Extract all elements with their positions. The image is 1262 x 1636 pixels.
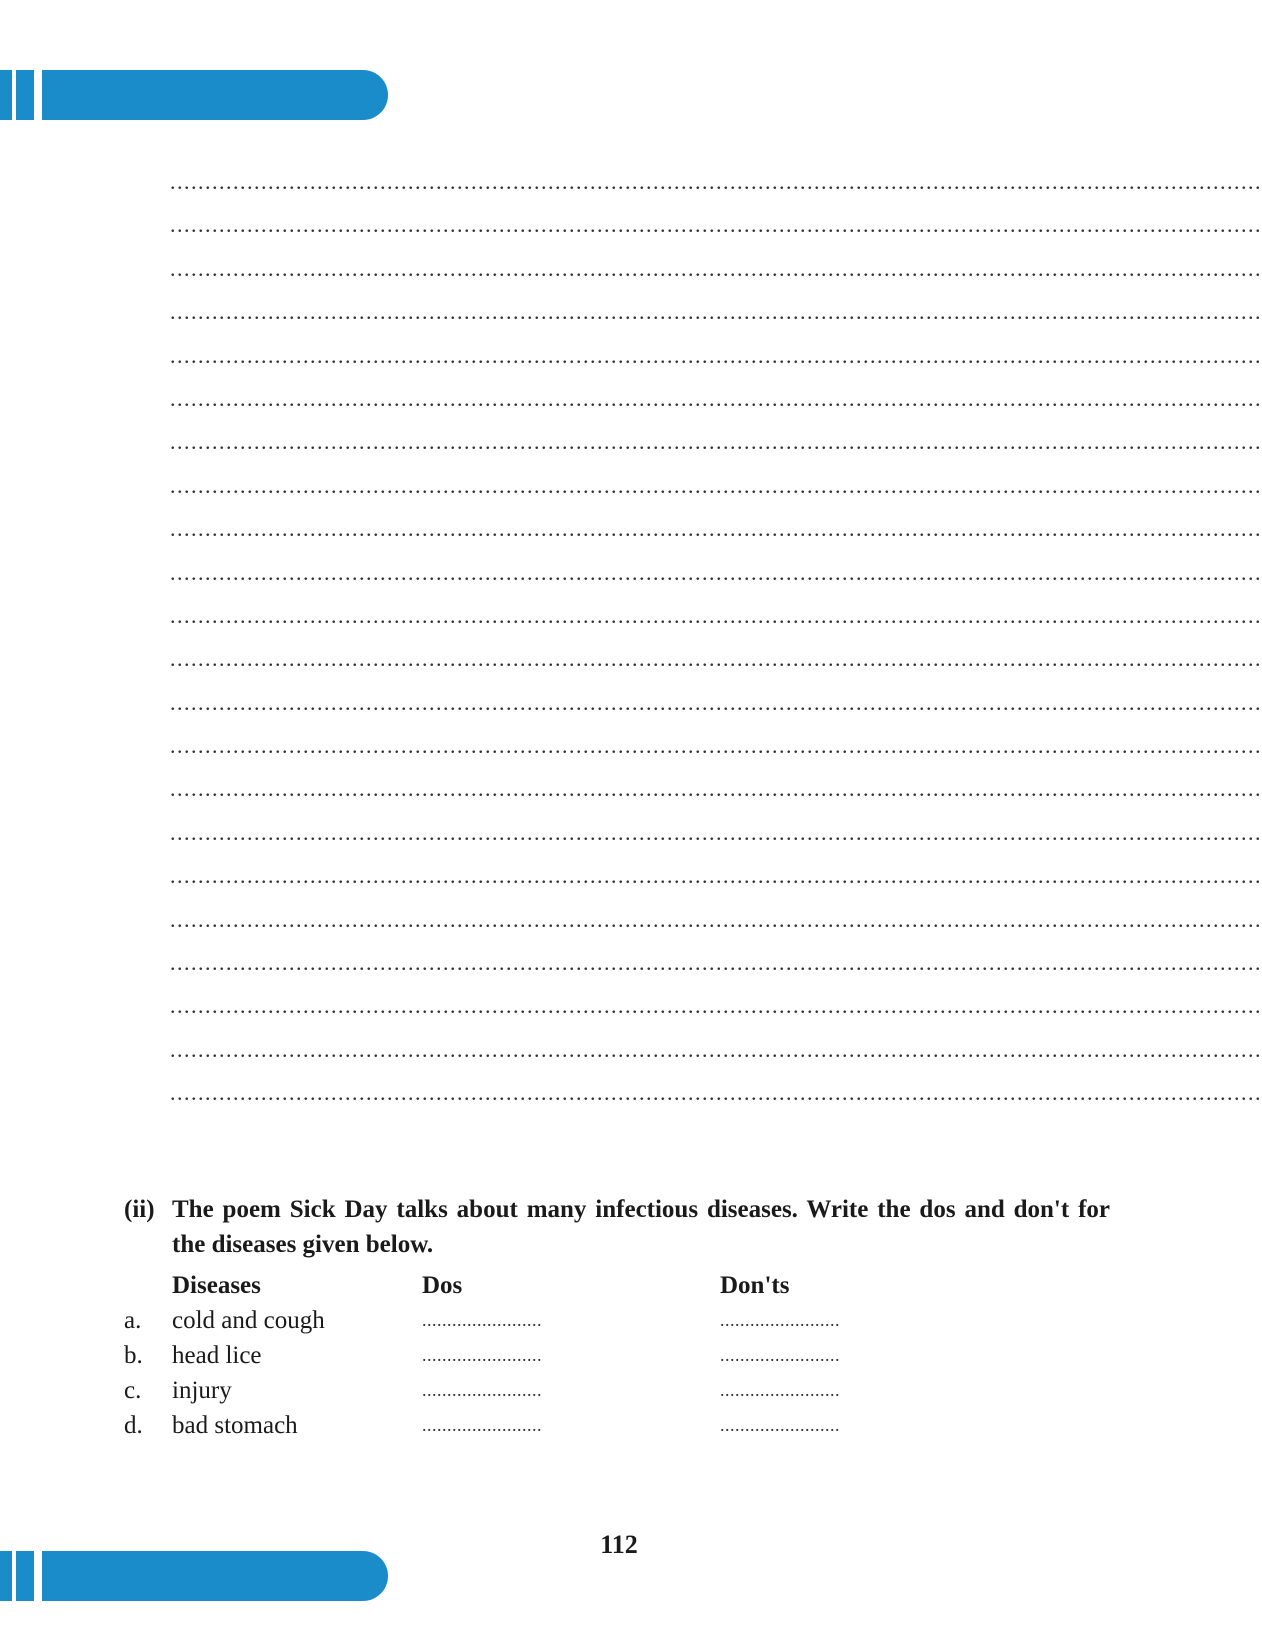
writing-line[interactable]: ............................................................................................................................................................ [170,255,1262,281]
row-disease: bad stomach [172,1412,298,1439]
footer-banner [0,1551,388,1601]
row-disease: cold and cough [172,1307,325,1334]
donts-blank[interactable]: ........................ [720,1380,840,1400]
writing-line[interactable]: ............................................................................................................................................................ [170,299,1262,325]
banner-fill [42,1551,388,1601]
page-number: 112 [600,1530,638,1559]
writing-line[interactable]: ............................................................................................................................................................ [170,516,1262,542]
writing-line[interactable]: ............................................................................................................................................................ [170,993,1262,1019]
writing-line[interactable]: ............................................................................................................................................................ [170,776,1262,802]
writing-lines [170,160,1262,1115]
question-block [124,1192,1110,1262]
writing-line[interactable]: ............................................................................................................................................................ [170,906,1262,932]
writing-line[interactable]: ............................................................................................................................................................ [170,342,1262,368]
writing-line[interactable]: ............................................................................................................................................................ [170,559,1262,585]
writing-line[interactable]: ............................................................................................................................................................ [170,863,1262,889]
writing-line[interactable]: ............................................................................................................................................................ [170,646,1262,672]
writing-line[interactable]: ............................................................................................................................................................ [170,429,1262,455]
writing-line[interactable]: ............................................................................................................................................................ [170,1036,1262,1062]
writing-line[interactable]: ............................................................................................................................................................ [170,169,1262,194]
table-row [124,1373,924,1408]
dos-blank[interactable]: ........................ [422,1415,542,1435]
row-letter: a. [124,1307,142,1334]
table-row [124,1338,924,1373]
row-letter: c. [124,1377,142,1404]
dos-blank[interactable]: ........................ [422,1310,542,1330]
table-header [124,1268,924,1303]
writing-line[interactable]: ............................................................................................................................................................ [170,689,1262,715]
donts-blank[interactable]: ........................ [720,1310,840,1330]
banner-stripe [0,70,12,120]
writing-line[interactable]: ............................................................................................................................................................ [170,602,1262,628]
row-disease: head lice [172,1342,262,1369]
dos-blank[interactable]: ........................ [422,1345,542,1365]
header-donts: Don'ts [720,1272,790,1299]
row-letter: b. [124,1342,143,1369]
header-dos: Dos [422,1272,463,1299]
donts-blank[interactable]: ........................ [720,1345,840,1365]
table-row [124,1408,924,1443]
banner-stripe [0,1551,12,1601]
writing-line[interactable]: ............................................................................................................................................................ [170,212,1262,238]
header-banner [0,70,388,120]
diseases-table [124,1268,924,1443]
writing-line[interactable]: ............................................................................................................................................................ [170,950,1262,976]
writing-line[interactable]: ............................................................................................................................................................ [170,819,1262,845]
row-letter: d. [124,1412,143,1439]
banner-fill [42,70,388,120]
writing-line[interactable]: ............................................................................................................................................................ [170,1080,1262,1106]
row-disease: injury [172,1377,232,1404]
question-text: The poem Sick Day talks about many infectious diseases. Write the dos and don't for the diseases given below. [172,1196,1110,1258]
dos-blank[interactable]: ........................ [422,1380,542,1400]
table-row [124,1303,924,1338]
banner-stripe [16,70,34,120]
donts-blank[interactable]: ........................ [720,1415,840,1435]
header-diseases: Diseases [172,1272,261,1299]
writing-line[interactable]: ............................................................................................................................................................ [170,385,1262,411]
writing-line[interactable]: ............................................................................................................................................................ [170,472,1262,498]
banner-stripe [16,1551,34,1601]
writing-line[interactable]: ............................................................................................................................................................ [170,733,1262,759]
question-number: (ii) [124,1196,155,1223]
